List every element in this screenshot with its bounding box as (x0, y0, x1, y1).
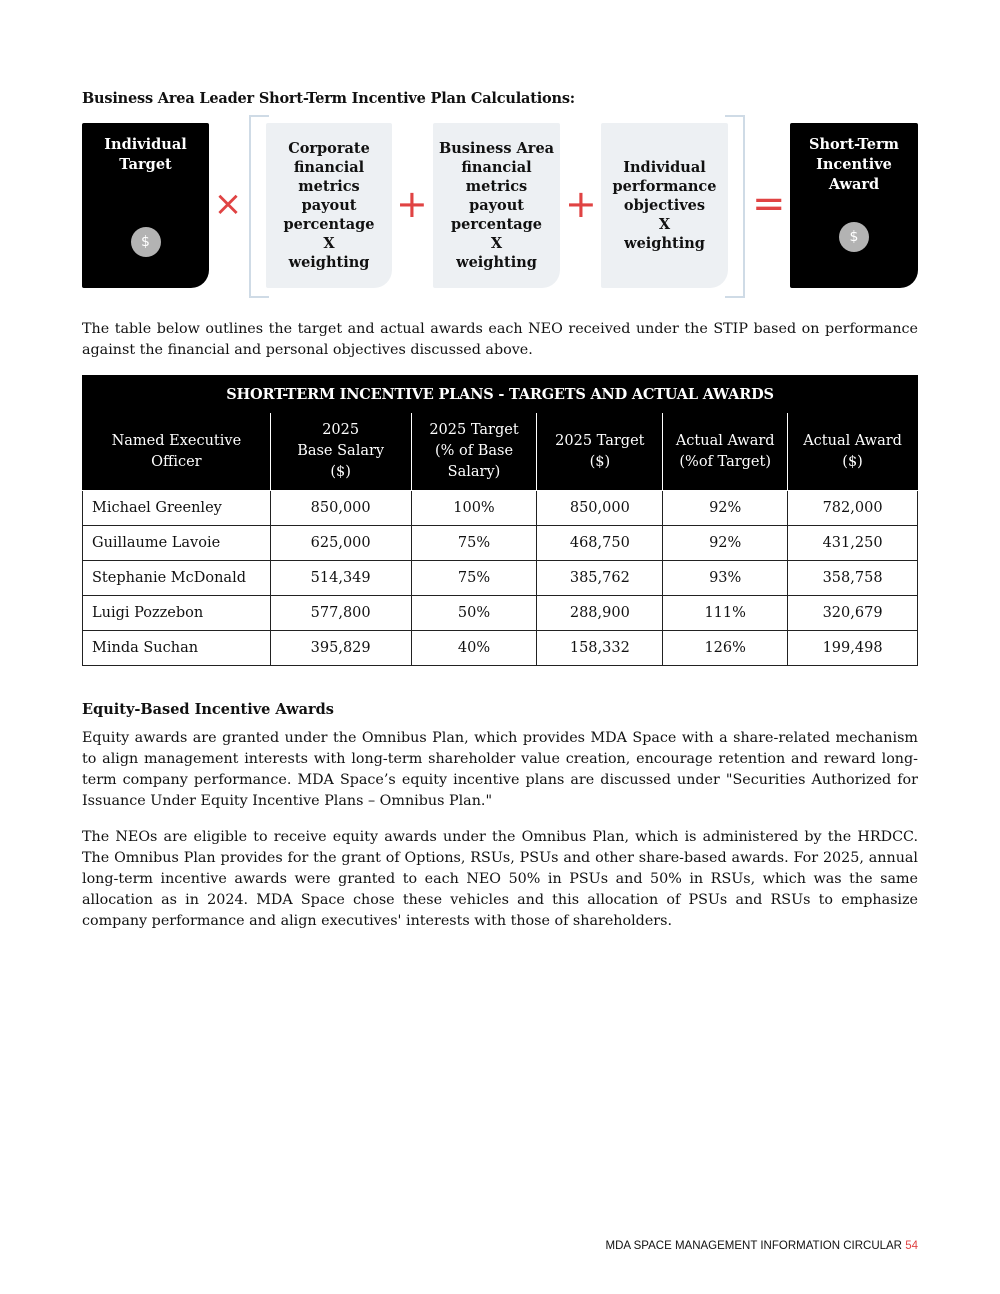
target-percent: 40% (411, 631, 537, 666)
equals-icon: = (752, 181, 786, 227)
actual-amount: 782,000 (788, 491, 918, 526)
neo-name: Minda Suchan (83, 631, 271, 666)
equity-paragraph-2: The NEOs are eligible to receive equity awards under the Omnibus Plan, which is administered by the HRDCC. The Omnibus Plan provides for the grant of Options, RSUs, PSUs and other share-based awards. For 2025, annual long-term incentive awards were granted to each NEO 50% in PSUs and 50% in RSUs, which was the same allocation as in 2024. MDA Space chose these vehicles and this allocation of PSUs and RSUs to emphasize company performance and align executives' interests with those of shareholders. (82, 829, 918, 929)
footer-label: MDA SPACE MANAGEMENT INFORMATION CIRCULAR (605, 1240, 902, 1252)
target-percent: 50% (411, 596, 537, 631)
formula-title: Business Area Leader Short-Term Incentive Plan Calculations: (82, 90, 575, 107)
table-row (83, 491, 918, 526)
column-header: Actual Award ($) (788, 413, 918, 491)
table-intro-paragraph: The table below outlines the target and actual awards each NEO received under the STIP based on performance against the financial and personal objectives discussed above. (82, 321, 918, 358)
neo-name: Michael Greenley (83, 491, 271, 526)
stip-award-box (790, 123, 918, 288)
actual-amount: 199,498 (788, 631, 918, 666)
target-amount: 385,762 (537, 561, 663, 596)
target-amount: 850,000 (537, 491, 663, 526)
neo-name: Guillaume Lavoie (83, 526, 271, 561)
column-header: Named Executive Officer (83, 413, 271, 491)
dollar-coin-icon: $ (839, 222, 869, 252)
right-bracket (725, 115, 745, 298)
target-percent: 75% (411, 526, 537, 561)
plus-icon: + (565, 182, 597, 226)
plus-icon: + (396, 182, 428, 226)
actual-amount: 358,758 (788, 561, 918, 596)
actual-percent: 126% (663, 631, 788, 666)
individual-performance-box (601, 123, 728, 288)
neo-name: Stephanie McDonald (83, 561, 271, 596)
individual-performance-label: Individual performance objectives X weighting (612, 159, 717, 252)
equity-paragraph-1: Equity awards are granted under the Omnibus Plan, which provides MDA Space with a share-related mechanism to align management interests with long-term shareholder value creation, encourage retention and reward long-term company performance. MDA Space’s equity incentive plans are discussed under "Securities Authorized for Issuance Under Equity Incentive Plans – Omnibus Plan." (82, 730, 918, 809)
target-percent: 75% (411, 561, 537, 596)
target-amount: 288,900 (537, 596, 663, 631)
column-header: 2025 Target ($) (537, 413, 663, 491)
table-row (83, 526, 918, 561)
page-number: 54 (905, 1240, 918, 1252)
stip-formula-diagram (82, 114, 918, 296)
table-row (83, 596, 918, 631)
column-header: 2025 Target (% of Base Salary) (411, 413, 537, 491)
individual-target-box (82, 123, 209, 288)
corporate-metrics-label: Corporate financial metrics payout percentage X weighting (283, 140, 375, 271)
table-row (83, 561, 918, 596)
actual-percent: 93% (663, 561, 788, 596)
corporate-metrics-box (266, 123, 392, 288)
table-row (83, 631, 918, 666)
column-header: 2025 Base Salary ($) (270, 413, 411, 491)
multiply-icon: × (213, 184, 243, 224)
individual-target-label: Individual Target (104, 136, 187, 173)
actual-amount: 320,679 (788, 596, 918, 631)
business-area-metrics-box (433, 123, 560, 288)
base-salary: 395,829 (270, 631, 411, 666)
neo-name: Luigi Pozzebon (83, 596, 271, 631)
base-salary: 514,349 (270, 561, 411, 596)
table-caption: SHORT-TERM INCENTIVE PLANS - TARGETS AND ACTUAL AWARDS (83, 376, 918, 413)
base-salary: 625,000 (270, 526, 411, 561)
target-amount: 158,332 (537, 631, 663, 666)
column-header: Actual Award (%of Target) (663, 413, 788, 491)
base-salary: 577,800 (270, 596, 411, 631)
actual-percent: 111% (663, 596, 788, 631)
actual-amount: 431,250 (788, 526, 918, 561)
stip-awards-table (82, 375, 918, 666)
actual-percent: 92% (663, 526, 788, 561)
business-area-metrics-label: Business Area financial metrics payout percentage X weighting (438, 140, 555, 271)
base-salary: 850,000 (270, 491, 411, 526)
stip-award-label: Short-Term Incentive Award (809, 136, 899, 193)
page-footer (606, 1240, 918, 1252)
target-amount: 468,750 (537, 526, 663, 561)
equity-section-title: Equity-Based Incentive Awards (82, 701, 334, 718)
actual-percent: 92% (663, 491, 788, 526)
target-percent: 100% (411, 491, 537, 526)
dollar-coin-icon: $ (131, 227, 161, 257)
